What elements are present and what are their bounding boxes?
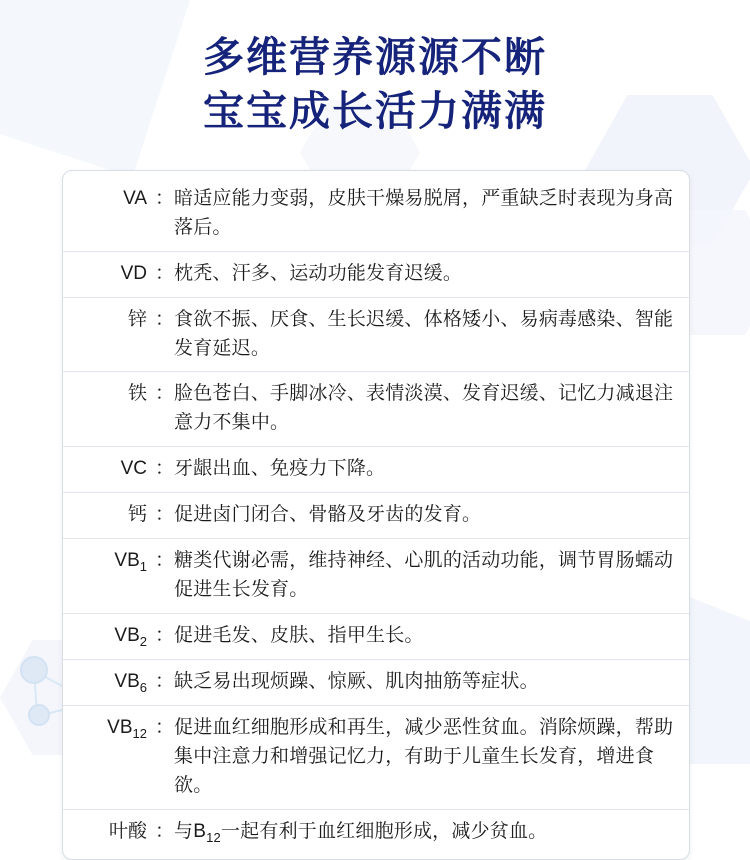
table-row <box>63 706 689 810</box>
nutrient-label: $VB_{12}$ <box>107 717 147 742</box>
nutrient-label: $VB_6$ <box>114 670 147 695</box>
row-separator: ： <box>155 458 175 480</box>
nutrient-description: 促进毛发、皮肤、指甲生长。 <box>174 624 424 646</box>
nutrient-description: 脸色苍白、手脚冰冷、表情淡漠、发育迟缓、记忆力减退注意力不集中。 <box>174 383 674 434</box>
nutrient-label: VA <box>123 188 147 209</box>
table-row <box>63 252 689 298</box>
table-row <box>63 298 689 373</box>
nutrient-description: 缺乏易出现烦躁、惊厥、肌肉抽筋等症状。 <box>174 670 539 692</box>
page-title-line-2: 宝宝成长活力满满 <box>203 88 547 135</box>
table-row <box>63 660 689 706</box>
nutrient-description: 暗适应能力变弱，皮肤干燥易脱屑，严重缺乏时表现为身高落后。 <box>174 188 674 238</box>
nutrient-deficiency-table <box>62 170 690 860</box>
page-title <box>0 30 750 138</box>
page-title-line-1: 多维营养源源不断 <box>203 34 547 80</box>
nutrient-label: 铁 <box>127 383 147 405</box>
table-row <box>63 810 689 856</box>
nutrient-label: $VB_1$ <box>114 549 147 574</box>
table-row <box>63 177 689 252</box>
row-separator: ： <box>155 717 175 739</box>
nutrient-label: VD <box>120 262 147 284</box>
row-separator: ： <box>155 670 175 692</box>
table-row <box>63 614 689 660</box>
table-row <box>63 447 689 493</box>
nutrient-description: 促进血红细胞形成和再生，减少恶性贫血。消除烦躁，帮助集中注意力和增强记忆力，有助于儿童生长发育，增进食欲。 <box>174 717 674 796</box>
row-separator: ： <box>155 188 175 209</box>
nutrient-label: 钙 <box>127 504 147 525</box>
table-row <box>63 493 689 539</box>
row-separator: ： <box>155 504 175 525</box>
nutrient-label: VC <box>120 458 147 480</box>
row-separator: ： <box>155 820 175 842</box>
nutrient-description: 枕秃、汗多、运动功能发育迟缓。 <box>174 262 463 284</box>
table-row <box>63 372 689 447</box>
nutrient-description: 食欲不振、厌食、生长迟缓、体格矮小、易病毒感染、智能发育延迟。 <box>174 308 674 359</box>
row-separator: ： <box>155 624 175 646</box>
nutrient-description: 糖类代谢必需，维持神经、心肌的活动功能，调节胃肠蠕动促进生长发育。 <box>174 549 674 600</box>
table-row <box>63 539 689 614</box>
nutrient-label: 叶酸 <box>108 820 147 842</box>
nutrient-description: 牙龈出血、免疫力下降。 <box>174 458 386 480</box>
nutrient-label: $VB_2$ <box>114 624 147 649</box>
row-separator: ： <box>155 262 175 284</box>
row-separator: ： <box>155 383 175 405</box>
nutrient-description: 促进卤门闭合、骨骼及牙齿的发育。 <box>174 504 482 525</box>
nutrient-label: 锌 <box>127 308 147 330</box>
row-separator: ： <box>155 308 175 330</box>
row-separator: ： <box>155 549 175 571</box>
nutrient-description: 与$B_{12}$一起有利于血红细胞形成，减少贫血。 <box>174 820 548 845</box>
